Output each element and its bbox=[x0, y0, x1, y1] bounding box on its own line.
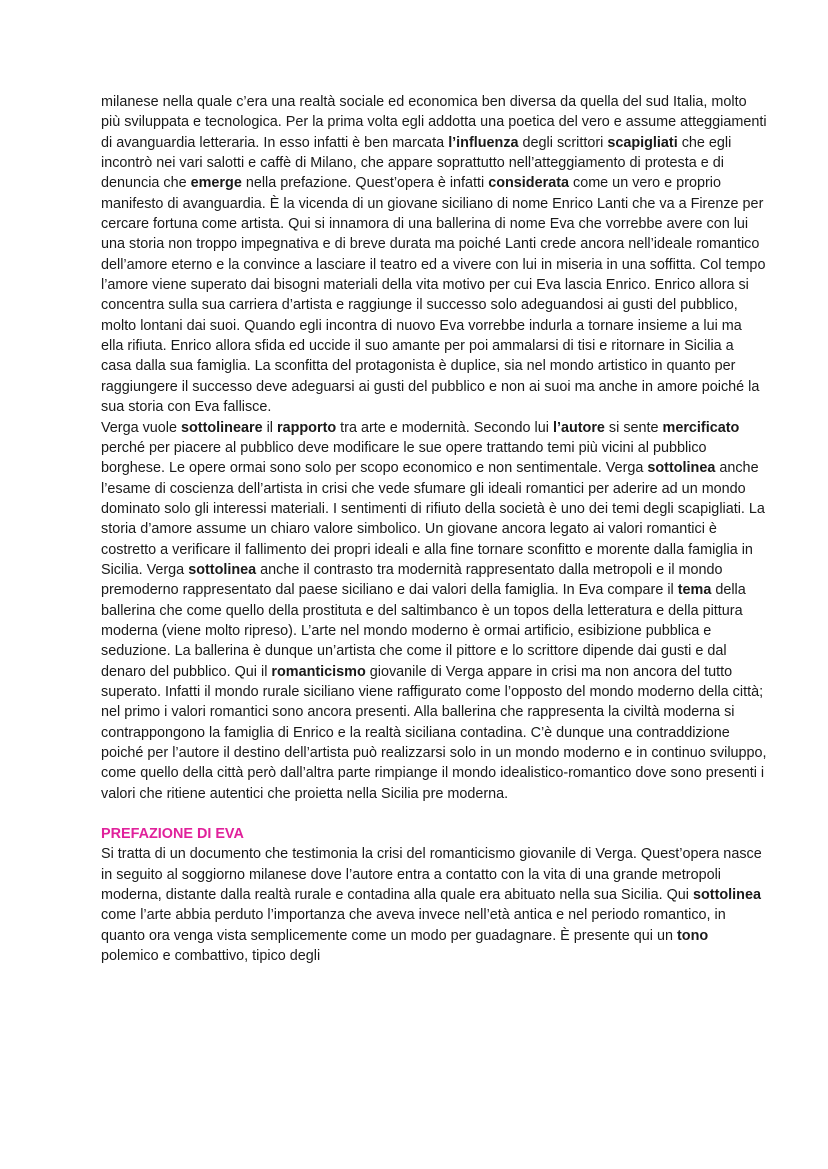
bold-term: sottolinea bbox=[647, 460, 716, 477]
bold-term: sottolineare bbox=[181, 419, 263, 436]
bold-term: considerata bbox=[488, 175, 569, 192]
bold-term: emerge bbox=[190, 175, 242, 192]
bold-term: tono bbox=[677, 927, 709, 944]
paragraph-prefazione: Si tratta di un documento che testimonia la crisi del romanticismo giovanile di Verga. Quest’opera nasce in seguito al soggiorno milanese dove l’autore entra a contatto con la vita di una grande metropoli moderna, distante dalla realtà rurale e contadina alla quale era abituato nella sua Sicilia. Qui sottolinea come l’arte abbia perduto l’importanza che aveva invece nell’età antica e nel periodo romantico, in quanto ora venga vista semplicemente come un modo per guadagnare. È presente qui un tono polemico e combattivo, tipico degli bbox=[101, 846, 762, 965]
bold-term: tema bbox=[677, 582, 712, 599]
bold-term: romanticismo bbox=[271, 663, 366, 680]
bold-term: sottolinea bbox=[692, 887, 761, 904]
paragraph-eva-plot: milanese nella quale c’era una realtà sociale ed economica ben diversa da quella del sud Italia, molto più sviluppata e tecnologica. Per la prima volta egli addotta una poetica del vero e assume atteggiamenti di avanguardia letteraria. In esso infatti è ben marcata l’influenza degli scrittori scapigliati che egli incontrò nei vari salotti e caffè di Milano, che appare soprattutto nell’atteggiamento di protesta e di denuncia che emerge nella prefazione. Quest’opera è infatti considerata come un vero e proprio manifesto di avanguardia. È la vicenda di un giovane siciliano di nome Enrico Lanti che va a Firenze per cercare fortuna come artista. Qui si innamora di una ballerina di nome Eva che vorrebbe avere con lui una storia non troppo impegnativa e di breve durata ma poiché Lanti crede ancora nell’ideale romantico dell’amore eterno e la convince a lasciare il teatro ed a vivere con lui in miseria in una soffitta. Col tempo l’amore viene superato dai bisogni materiali della vita motivo per cui Eva lascia Enrico. Enrico allora si concentra sulla sua carriera d’artista e raggiunge il successo solo adeguandosi ai gusti del pubblico, molto lontani dai suoi. Quando egli incontra di nuovo Eva vorrebbe indurla a tornare insieme a lui ma ella rifiuta. Enrico allora sfida ed uccide il suo amante per poi ammalarsi di tisi e ritornare in Sicilia a casa dalla sua famiglia. La sconfitta del protagonista è duplice, sia nel mondo artistico in quanto per raggiungere il successo deve adeguarsi ai gusti del pubblico e non ai suoi ma anche in amore poiché la sua storia con Eva fallisce. bbox=[101, 94, 767, 416]
bold-term: rapporto bbox=[277, 419, 337, 436]
bold-term: scapigliati bbox=[607, 134, 678, 151]
bold-term: mercificato bbox=[662, 419, 740, 436]
section-heading: PREFAZIONE DI EVA bbox=[101, 826, 244, 843]
bold-term: sottolinea bbox=[188, 561, 257, 578]
bold-term: l’autore bbox=[552, 419, 605, 436]
bold-term: l’influenza bbox=[448, 134, 519, 151]
paragraph-art-modernity: Verga vuole sottolineare il rapporto tra arte e modernità. Secondo lui l’autore si sente mercificato perché per piacere al pubblico deve modificare le sue opere trattando temi più vicini al pubblico borghese. Le opere ormai sono solo per scopo economico e non sentimentale. Verga sottolinea anche l’esame di coscienza dell’artista in crisi che vede sfumare gli ideali romantici per aderire ad un mondo dominato solo gli interessi materiali. I sentimenti di rifiuto della società è uno dei temi degli scapigliati. La storia d’amore assume un chiaro valore simbolico. Un giovane ancora legato ai valori romantici è costretto a verificare il fallimento dei propri ideali e alla fine tornare sconfitto e morente dalla famiglia in Sicilia. Verga sottolinea anche il contrasto tra modernità rappresentato dalla metropoli e il mondo premoderno rappresentato dal paese siciliano e dai valori della famiglia. In Eva compare il tema della ballerina che come quello della prostituta e del saltimbanco è un topos della letteratura e della pittura moderna (viene molto ripreso). L’arte nel mondo moderno è ormai artificio, esibizione pubblica e seduzione. La ballerina è dunque un’artista che come il pittore e lo scrittore dipende dai gusti e dal denaro del pubblico. Qui il romanticismo giovanile di Verga appare in crisi ma non ancora del tutto superato. Infatti il mondo rurale siciliano viene raffigurato come l’opposto del mondo moderno della città; nel primo i valori romantici sono ancora presenti. Alla ballerina che rappresenta la civiltà moderna si contrappongono la famiglia di Enrico e la realtà siciliana contadina. C’è dunque una contraddizione poiché per l’autore il destino dell’artista può realizzarsi solo in un mondo moderno e in continuo sviluppo, come quello della città però dall’altra parte rimpiange il mondo idealistico-romantico dove sono presenti i valori che ritiene autentici che proietta nella Sicilia pre moderna. bbox=[101, 419, 767, 802]
